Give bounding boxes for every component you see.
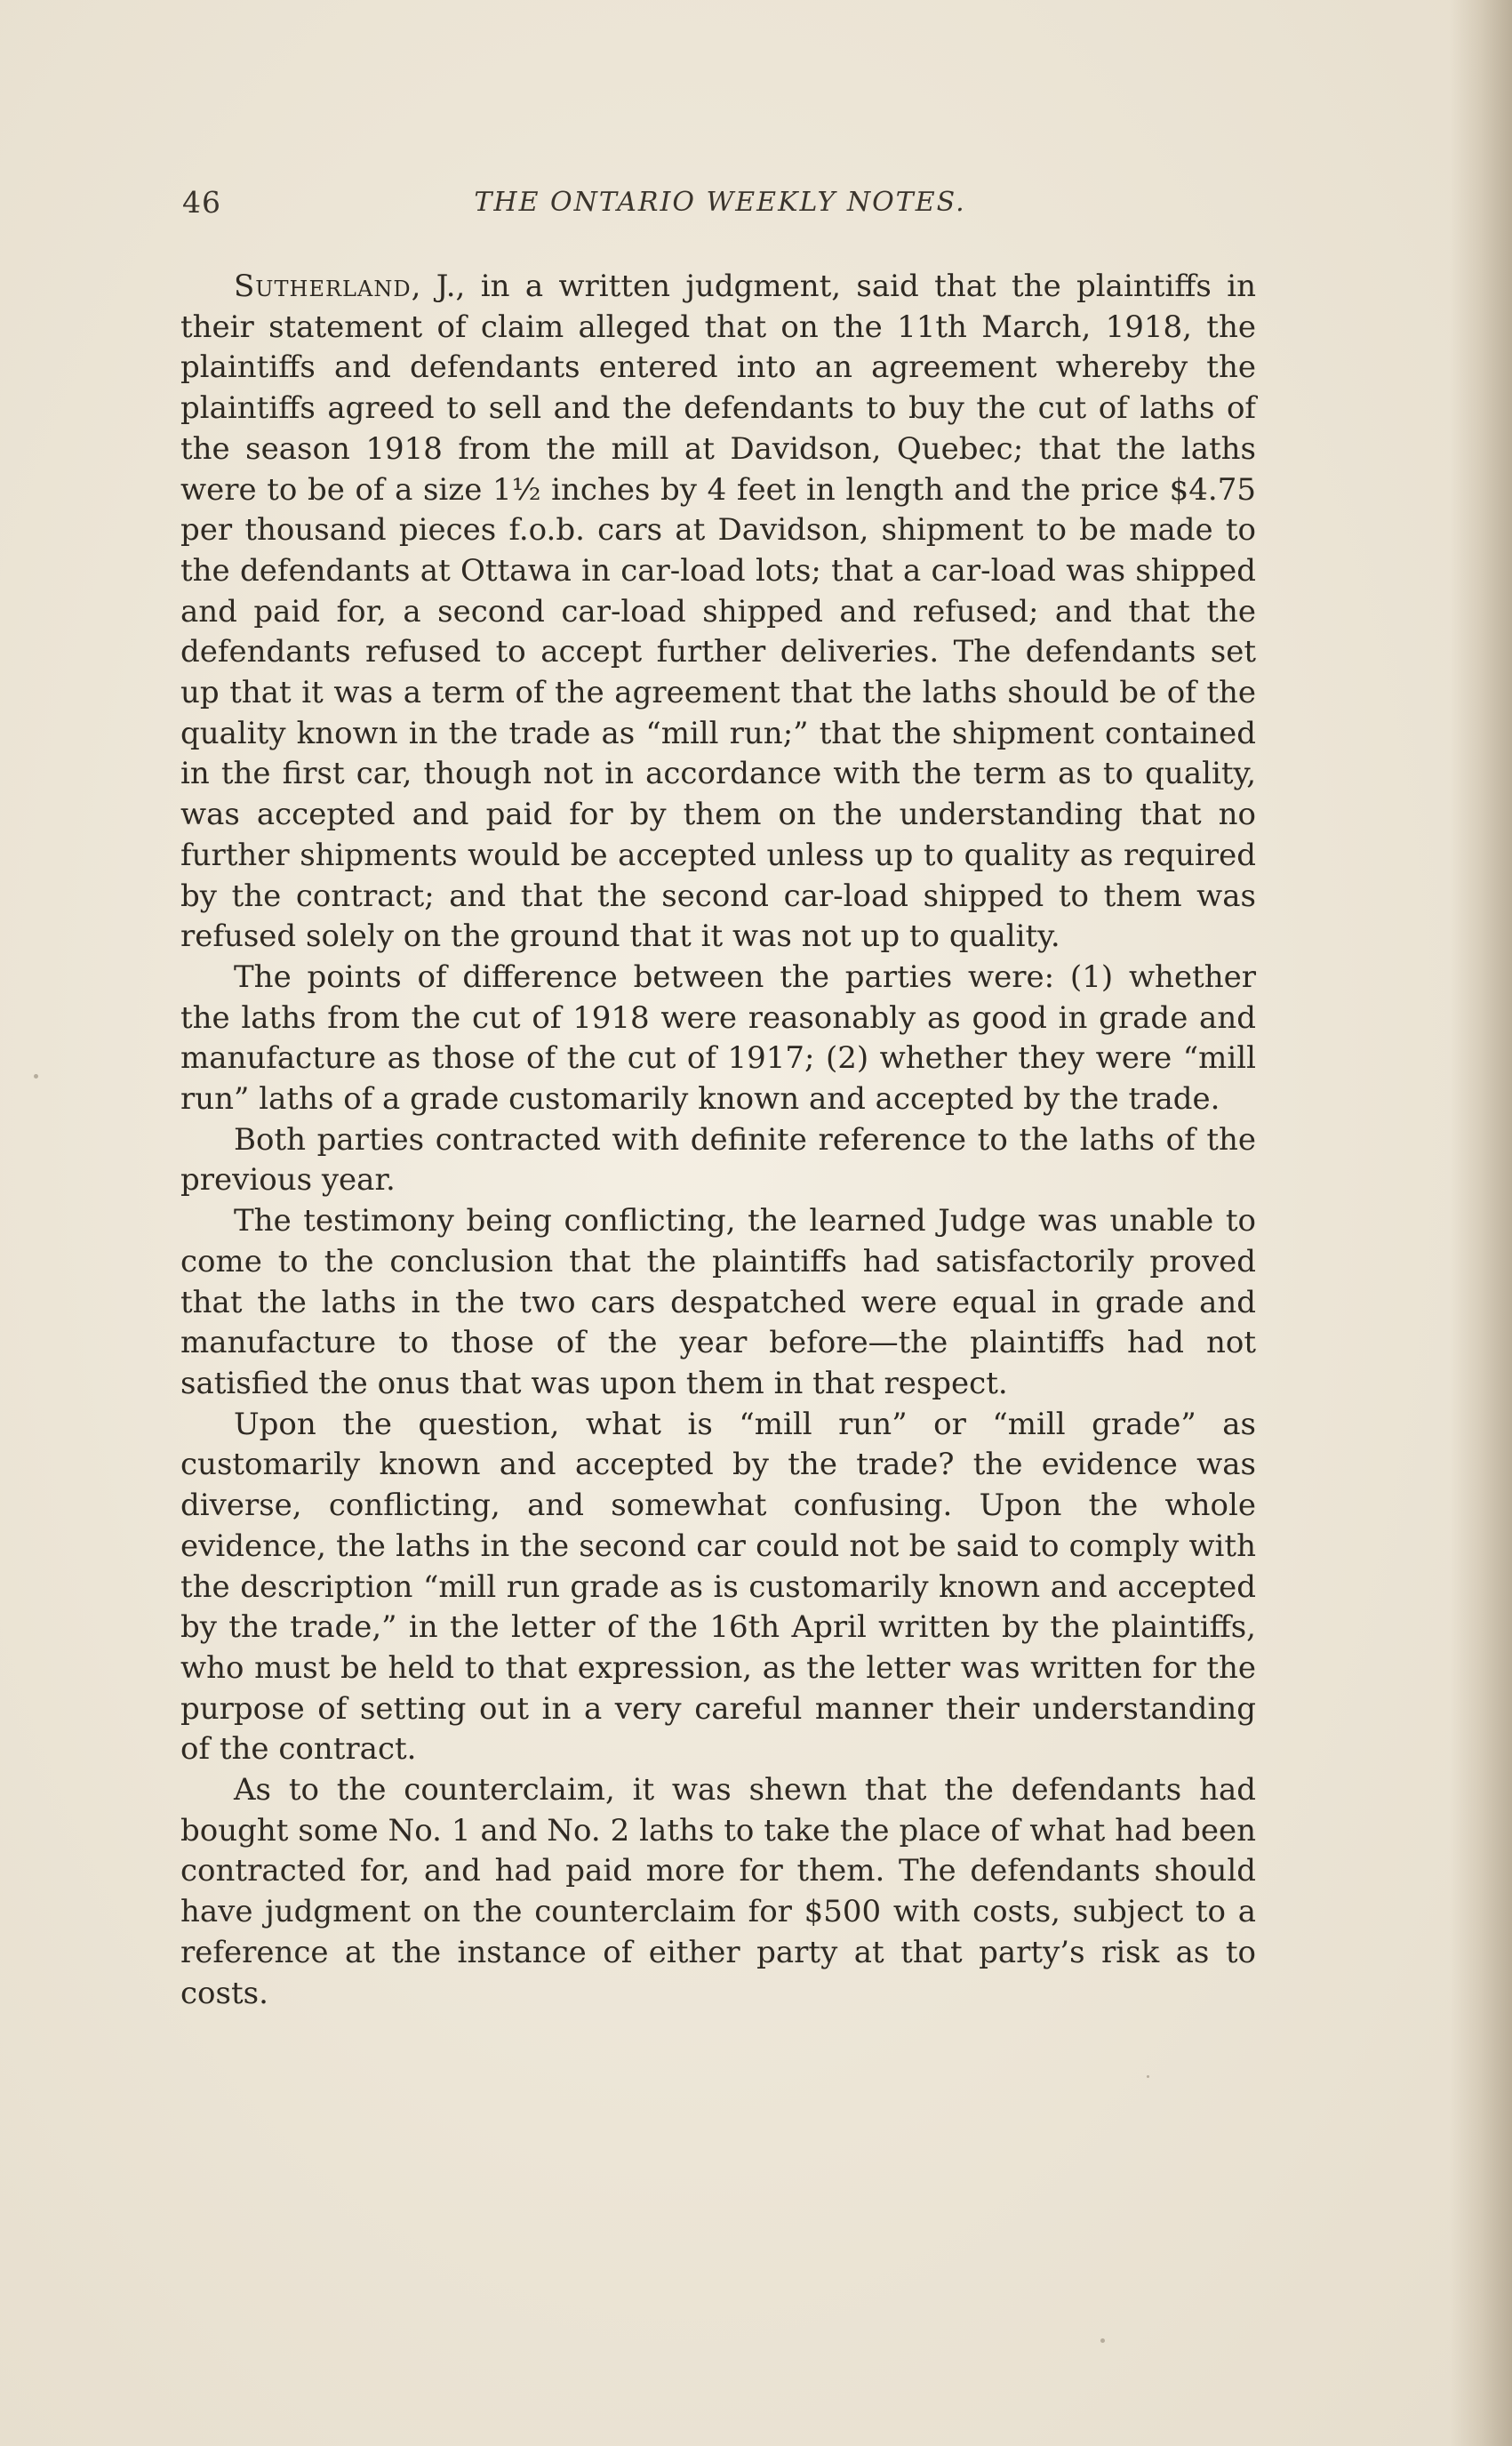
paper-speck [1100, 2338, 1105, 2343]
paragraph-testimony: The testimony being conflicting, the learned Judge was unable to come to the conclusion that the plaintiffs had satisfactorily proved that the laths in the two cars despatched were equal in grade and manufacture to those of the year before—the plaintiffs had not satisfied the onus that was upon them in that respect. [180, 1203, 1256, 1401]
paragraph-mill-run: Upon the question, what is “mill run” or “mill grade” as customarily known and accepted by the trade? the evidence was diverse, conflicting, and somewhat confusing. Upon the whole evidence, the laths in the second car could not be said to comply with the description “mill run grade as is customarily known and accepted by the trade,” in the letter of the 16th April written by the plaintiffs, who must be held to that expression, as the letter was written for the purpose of setting out in a very careful manner their understanding of the contract. [180, 1406, 1256, 1768]
paragraph-judgment-summary [180, 267, 1256, 958]
journal-title: THE ONTARIO WEEKLY NOTES. [474, 187, 966, 218]
judgment-text [180, 267, 1256, 2014]
page-number: 46 [182, 185, 221, 220]
paper-speck [34, 1074, 38, 1079]
page-edge-shadow [1450, 0, 1512, 2446]
paragraph-counterclaim: As to the counterclaim, it was shewn that the defendants had bought some No. 1 and No. 2 laths to take the place of what had been contracted for, and had paid more for them. The defendants should have judgment on the counterclaim for $500 with costs, subject to a reference at the instance of either party at that party’s risk as to costs. [180, 1772, 1256, 2011]
paragraph-previous-year: Both parties contracted with definite reference to the laths of the previous year. [180, 1121, 1256, 1199]
paragraph-points-of-difference: The points of difference between the parties were: (1) whether the laths from the cut of 1918 were reasonably as good in grade and manufacture as those of the cut of 1917; (2) whether they were “mill run” laths of a grade customarily known and accepted by the trade. [180, 958, 1256, 1118]
paper-speck [1147, 2075, 1149, 2078]
paragraph-text: , J., in a written judgment, said that the plaintiffs in their statement of claim alleged that on the 11th March, 1918, the plaintiffs and defendants entered into an agreement whereby the plaintiffs agreed to sell and the defendants to buy the cut of laths of the season 1918 from the mill at Davidson, Quebec; that the laths were to be of a size 1½ inches by 4 feet in length and the price $4.75 per thousand pieces f.o.b. cars at Davidson, shipment to be made to the defendants at Ottawa in car-load lots; that a car-load was shipped and paid for, a second car-load shipped and refused; and that the defendants refused to accept further deliveries. The defendants set up that it was a term of the agreement that the laths should be of the quality known in the trade as “mill run;” that the shipment contained in the first car, though not in accordance with the term as to quality, was accepted and paid for by them on the understanding that no further shipments would be accepted unless up to quality as required by the contract; and that the second car-load shipped to them was refused solely on the ground that it was not up to quality. [180, 269, 1256, 955]
running-head [182, 185, 1258, 229]
judge-name: Sutherland [234, 269, 412, 304]
